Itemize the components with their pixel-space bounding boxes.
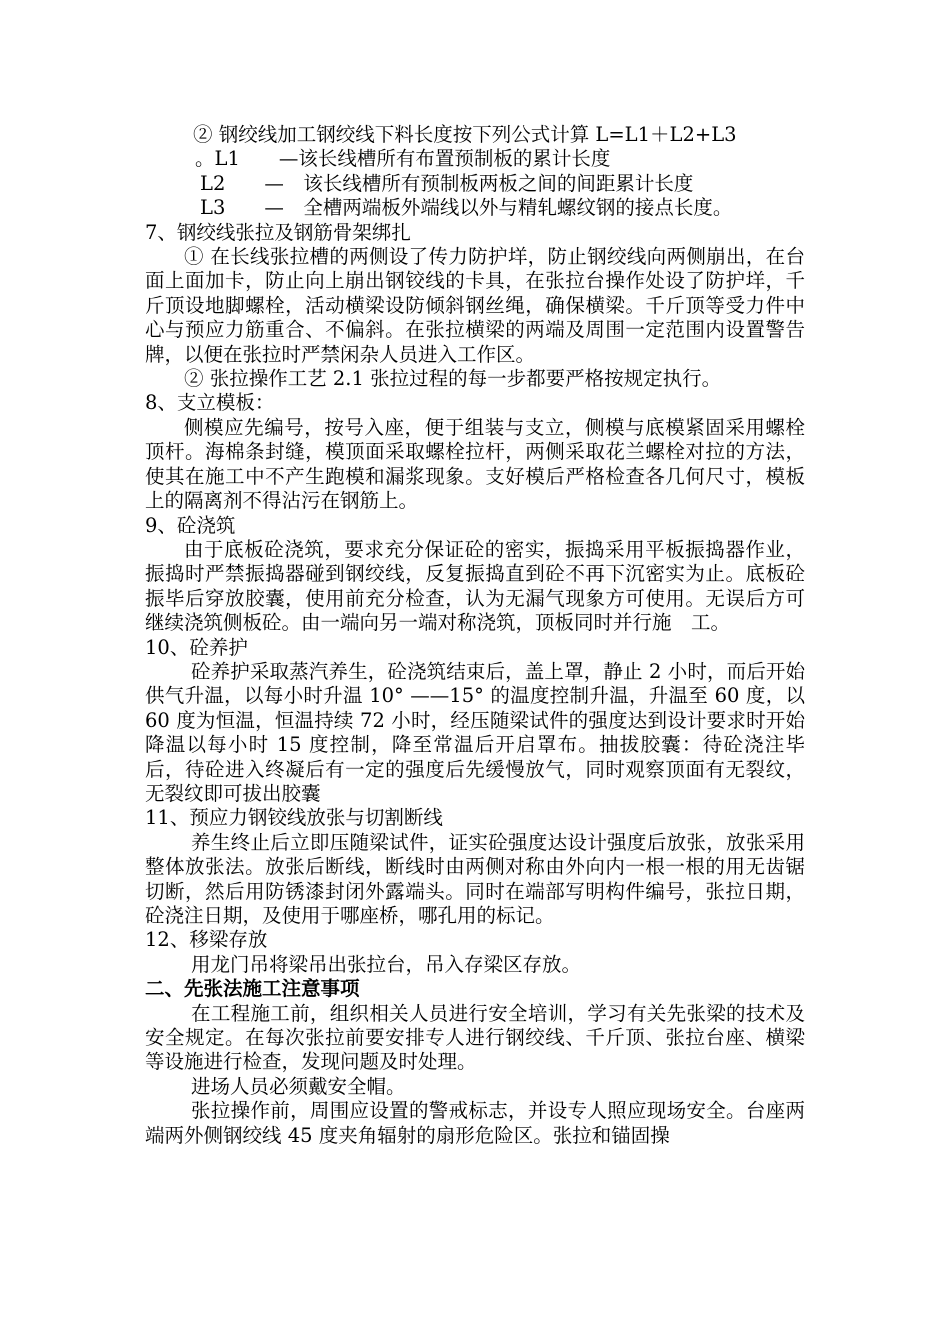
section-7-paragraph-1: ① 在长线张拉槽的两侧设了传力防护垟，防止钢绞线向两侧崩出，在台面上面加卡，防止向上崩出钢铰线的卡具，在张拉台操作处设了防护垟，千斤顶设地脚螺栓，活动横梁设防倾斜钢丝绳，确保横梁。千斤顶等受力件中心与预应力筋重合、不偏斜。在张拉横梁的两端及周围一定范围内设置警告牌，以便在张拉时严禁闲杂人员进入工作区。 (145, 245, 805, 366)
section-10-heading: 10、砼养护 (145, 635, 248, 659)
section-7-heading: 7、钢绞线张拉及钢筋骨架绑扎 (145, 220, 411, 244)
formula-l2: L2 — 该长线槽所有预制板两板之间的间距累计长度 (200, 171, 694, 195)
part-2-paragraph-2: 进场人员必须戴安全帽。 (191, 1074, 406, 1098)
formula-intro: ② 钢绞线加工钢绞线下料长度按下列公式计算 L=L1＋L2+L3 (193, 123, 737, 146)
section-8-heading: 8、支立模板： (145, 391, 275, 415)
section-9-paragraph: 由于底板砼浇筑，要求充分保证砼的密实，振捣采用平板振捣器作业，振捣时严禁振捣器碰到钢绞线，反复振捣直到砼不再下沉密实为止。底板砼振毕后穿放胶囊，使用前充分检查，认为无漏气现象方可使用。无误后方可继续浇筑侧板砼。由一端向另一端对称浇筑，顶板同时并行施 工。 (145, 537, 805, 635)
section-10-paragraph: 砼养护采取蒸汽养生，砼浇筑结束后，盖上罩，静止 2 小时，而后开始供气升温，以每小时升温 10° ——15° 的温度控制升温，升温至 60 度，以 60 度为恒温，恒温持续 72 小时，经压随梁试件的强度达到设计要求时开始降温以每小时 15 度控制，降至常温后开启罩布。抽拔胶囊：待砼浇注毕后，待砼进入终凝后有一定的强度后先缓慢放气，同时观察顶面有无裂纹，无裂纹即可拔出胶囊 (145, 659, 805, 805)
formula-l3: L3 — 全槽两端板外端线以外与精轧螺纹钢的接点长度。 (200, 196, 733, 220)
section-11-paragraph: 养生终止后立即压随梁试件，证实砼强度达设计强度后放张，放张采用整体放张法。放张后断线，断线时由两侧对称由外向内一根一根的用无齿锯切断，然后用防锈漆封闭外露端头。同时在端部写明构件编号，张拉日期，砼浇注日期，及使用于哪座桥，哪孔用的标记。 (145, 830, 805, 927)
section-12-paragraph: 用龙门吊将梁吊出张拉台，吊入存梁区存放。 (191, 952, 582, 976)
section-12-heading: 12、移梁存放 (145, 928, 268, 952)
part-2-paragraph-3: 张拉操作前，周围应设置的警戒标志，并设专人照应现场安全。台座两端两外侧钢绞线 45 度夹角辐射的扇形危险区。张拉和锚固操 (145, 1099, 805, 1147)
section-8-paragraph: 侧模应先编号，按号入座，便于组装与支立，侧模与底模紧固采用螺栓顶杆。海棉条封缝，模顶面采取螺栓拉杆，两侧采取花兰螺栓对拉的方法，使其在施工中不产生跑模和漏浆现象。支好模后严格检查各几何尺寸，模板上的隔离剂不得沾污在钢筋上。 (145, 415, 805, 513)
part-2-heading: 二、先张法施工注意事项 (145, 977, 360, 1001)
section-7-paragraph-2: ② 张拉操作工艺 2.1 张拉过程的每一步都要严格按规定执行。 (184, 367, 722, 391)
section-11-heading: 11、预应力钢铰线放张与切割断线 (145, 806, 443, 830)
document-body (145, 123, 805, 1148)
formula-l1: 。L1 —该长线槽所有布置预制板的累计长度 (195, 147, 611, 171)
part-2-paragraph-1: 在工程施工前，组织相关人员进行安全培训，学习有关先张梁的技术及安全规定。在每次张拉前要安排专人进行钢绞线、千斤顶、张拉台座、横梁等设施进行检查，发现问题及时处理。 (145, 1001, 805, 1074)
section-9-heading: 9、砼浇筑 (145, 513, 236, 537)
